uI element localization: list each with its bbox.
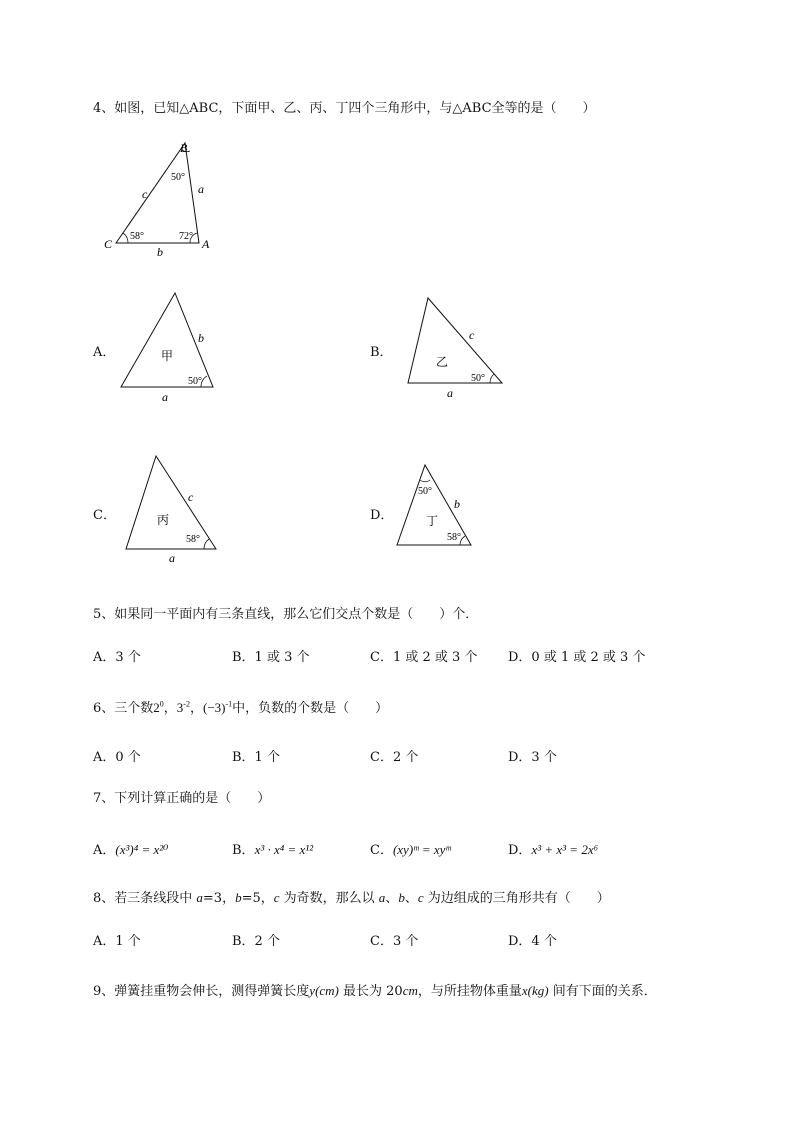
- question-4-text: 4、如图，已知△ABC，下面甲、乙、丙、丁四个三角形中，与△ABC全等的是（ ）: [93, 101, 596, 116]
- triangle-abc-figure: [100, 138, 220, 258]
- triangle-bing-side-a: a: [169, 551, 175, 565]
- q4-option-a-letter[interactable]: A．: [93, 345, 116, 360]
- question-6-text: 6、三个数$2^0$，$3^{-2}$，$(-3)^{-1}$中，负数的个数是（ ）: [93, 699, 389, 716]
- q6-option-d[interactable]: D．3 个: [508, 750, 557, 765]
- q5-option-c[interactable]: C．1 或 2 或 3 个: [370, 650, 478, 665]
- angle-a-label: 72°: [179, 231, 193, 242]
- triangle-jia-side-b: b: [198, 331, 204, 345]
- triangle-ding-name: 丁: [426, 514, 439, 528]
- vertex-c-label: C: [104, 237, 113, 251]
- triangle-jia-side-a: a: [162, 390, 168, 404]
- q4-option-d-letter[interactable]: D．: [370, 508, 394, 523]
- side-c-label: c: [142, 187, 148, 201]
- angle-c-label: 58°: [130, 231, 144, 242]
- triangle-yi-name: 乙: [436, 355, 449, 369]
- q4-option-b-letter[interactable]: B．: [370, 345, 393, 360]
- q5-option-d[interactable]: D．0 或 1 或 2 或 3 个: [508, 650, 646, 665]
- q6-option-c[interactable]: C．2 个: [370, 750, 419, 765]
- triangle-bing-name: 丙: [157, 513, 170, 527]
- q7-option-c[interactable]: C．(xy)ᵐ = xyᵐ: [370, 842, 451, 858]
- vertex-a-label: A: [202, 237, 210, 251]
- q8-option-c[interactable]: C．3 个: [370, 934, 419, 949]
- triangle-yi-side-c: c: [469, 328, 475, 342]
- q6-option-b[interactable]: B．1 个: [232, 750, 280, 765]
- triangle-jia-angle: 50°: [188, 376, 202, 387]
- q8-option-a[interactable]: A．1 个: [93, 934, 141, 949]
- triangle-ding-angle-top: 50°: [418, 486, 432, 497]
- question-7-text: 7、下列计算正确的是（ ）: [93, 791, 271, 806]
- q8-option-d[interactable]: D．4 个: [508, 934, 557, 949]
- triangle-ding-angle: 58°: [447, 532, 461, 543]
- q4-option-c-letter[interactable]: C．: [93, 508, 116, 523]
- triangle-ding-figure[interactable]: [394, 462, 479, 552]
- triangle-jia-name: 甲: [161, 349, 174, 363]
- side-b-label: b: [157, 245, 163, 259]
- triangle-yi-side-a: a: [447, 386, 453, 400]
- q7-option-b[interactable]: B．x³ · x⁴ = x¹²: [232, 842, 314, 858]
- q6-option-a[interactable]: A．0 个: [93, 750, 141, 765]
- triangle-ding-side-b: b: [454, 497, 460, 511]
- vertex-b-label: B: [180, 141, 188, 155]
- question-9-text: 9、弹簧挂重物会伸长，测得弹簧长度y(cm) 最长为 20cm，与所挂物体重量x(kg) 间有下面的关系．: [93, 983, 657, 999]
- q5-option-a[interactable]: A．3 个: [93, 650, 141, 665]
- question-5-text: 5、如果同一平面内有三条直线，那么它们交点个数是（ ）个．: [93, 607, 479, 622]
- angle-b-label: 50°: [171, 172, 185, 183]
- triangle-bing-side-c: c: [188, 490, 194, 504]
- q7-option-d[interactable]: D．x³ + x³ = 2x⁶: [508, 842, 599, 858]
- triangle-yi-figure[interactable]: [405, 295, 510, 400]
- triangle-bing-angle: 58°: [186, 534, 200, 545]
- triangle-yi-angle: 50°: [471, 373, 485, 384]
- triangle-bing-figure[interactable]: [124, 453, 224, 565]
- question-8-text: 8、若三条线段中 a=3，b=5，c 为奇数，那么以 a、b、c 为边组成的三角形共有（ ）: [93, 890, 610, 906]
- q5-option-b[interactable]: B．1 或 3 个: [232, 650, 310, 665]
- q7-option-a[interactable]: A．(x³)⁴ = x²⁰: [93, 842, 169, 858]
- triangle-jia-figure[interactable]: [118, 290, 218, 404]
- side-a-label: a: [198, 182, 204, 196]
- q8-option-b[interactable]: B．2 个: [232, 934, 280, 949]
